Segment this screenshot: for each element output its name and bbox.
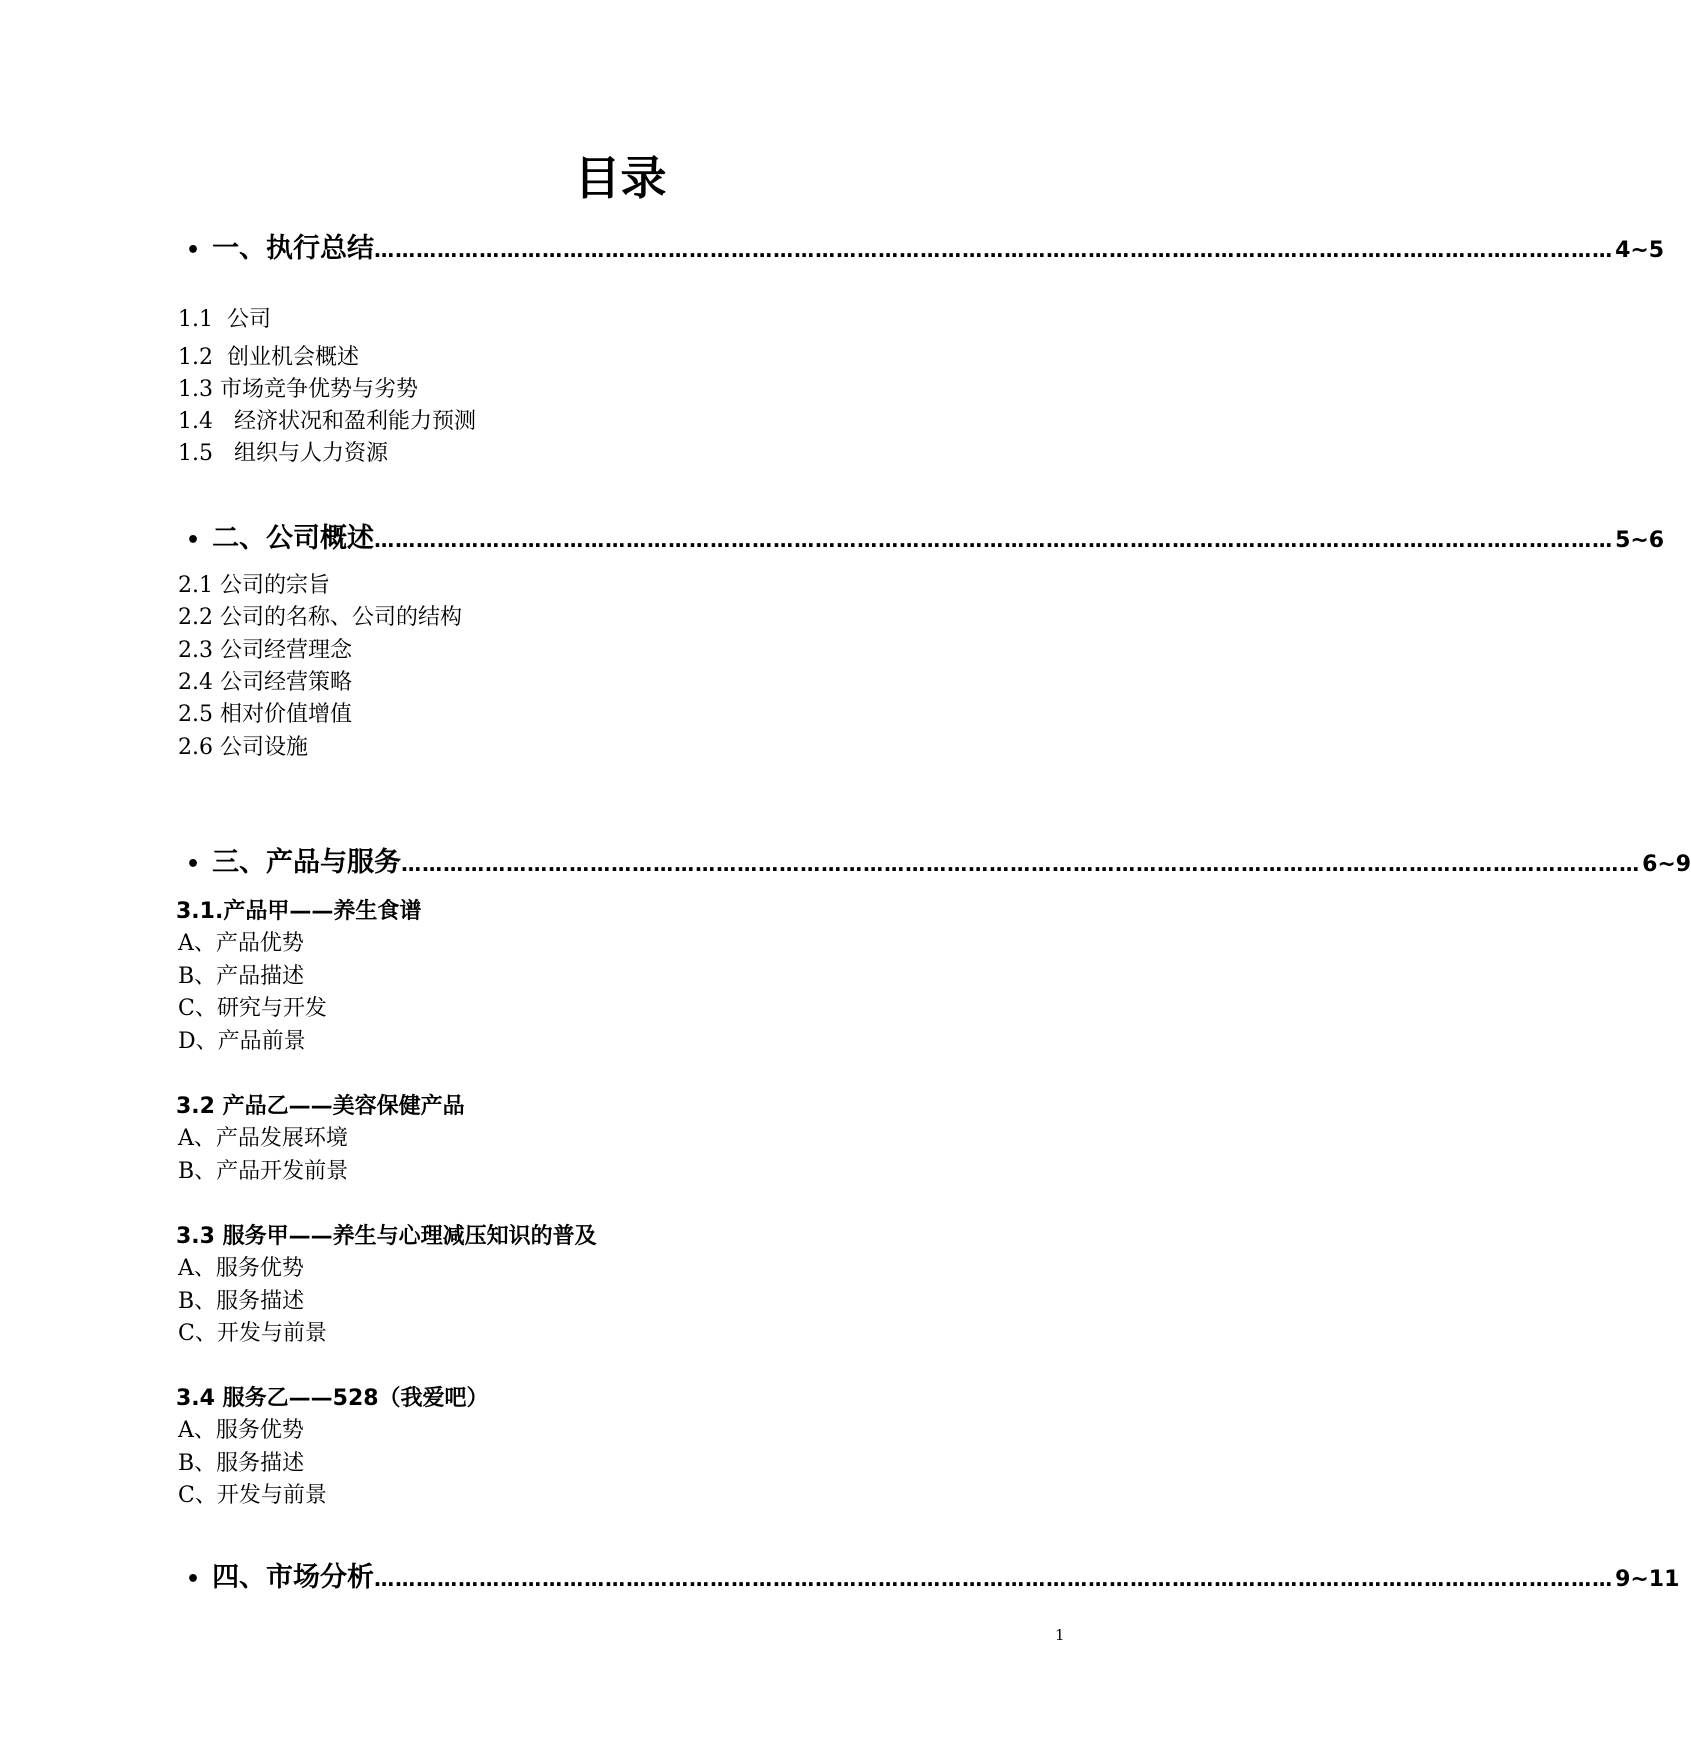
toc-item[interactable]: C、开发与前景 — [178, 1483, 327, 1508]
toc-subsection-heading[interactable]: 3.1.产品甲——养生食谱 — [176, 899, 422, 924]
toc-item[interactable]: 2.1 公司的宗旨 — [178, 573, 330, 598]
dot-leader: …………………………………………………………………………………………………………………………………………………………… — [374, 528, 1614, 552]
toc-section-2[interactable] — [186, 522, 1665, 558]
toc-section-3-heading: 三、产品与服务 — [212, 847, 402, 878]
toc-section-4-pages: 9~11 — [1615, 1567, 1680, 1592]
toc-subsection-heading[interactable]: 3.4 服务乙——528（我爱吧） — [176, 1386, 489, 1411]
toc-item[interactable]: 1.5 组织与人力资源 — [178, 441, 388, 466]
toc-item[interactable]: 2.6 公司设施 — [178, 735, 308, 760]
toc-item[interactable]: 1.1 公司 — [178, 307, 271, 332]
toc-subsection-heading[interactable]: 3.3 服务甲——养生与心理减压知识的普及 — [176, 1224, 597, 1249]
toc-item[interactable]: D、产品前景 — [178, 1029, 306, 1054]
dot-leader: …………………………………………………………………………………………………………………………………………………………… — [401, 852, 1641, 876]
toc-item[interactable]: 1.2 创业机会概述 — [178, 345, 359, 370]
toc-item[interactable]: B、服务描述 — [178, 1289, 305, 1314]
toc-item[interactable]: A、产品优势 — [178, 931, 304, 956]
toc-section-2-heading: 二、公司概述 — [212, 523, 375, 554]
toc-section-4-heading: 四、市场分析 — [212, 1562, 375, 1593]
toc-item[interactable]: 1.4 经济状况和盈利能力预测 — [178, 409, 476, 434]
toc-item[interactable]: B、产品描述 — [178, 964, 305, 989]
toc-section-2-pages: 5~6 — [1615, 528, 1665, 553]
bullet-icon: • — [186, 238, 201, 263]
toc-section-4[interactable] — [186, 1561, 1680, 1597]
toc-item[interactable]: B、服务描述 — [178, 1451, 305, 1476]
toc-section-1-heading: 一、执行总结 — [212, 233, 375, 264]
bullet-icon: • — [186, 528, 201, 553]
toc-item[interactable]: 2.2 公司的名称、公司的结构 — [178, 605, 462, 630]
toc-subsection-heading[interactable]: 3.2 产品乙——美容保健产品 — [176, 1094, 465, 1119]
toc-item[interactable]: C、开发与前景 — [178, 1321, 327, 1346]
page-title: 目录 — [574, 151, 667, 205]
page-number: 1 — [1055, 1626, 1065, 1644]
toc-item[interactable]: 2.3 公司经营理念 — [178, 638, 352, 663]
toc-item[interactable]: 1.3 市场竞争优势与劣势 — [178, 377, 418, 402]
toc-section-3[interactable] — [186, 846, 1691, 882]
toc-item[interactable]: A、服务优势 — [178, 1418, 304, 1443]
bullet-icon: • — [186, 852, 201, 877]
toc-section-1[interactable] — [186, 232, 1665, 268]
toc-item[interactable]: 2.5 相对价值增值 — [178, 702, 352, 727]
toc-item[interactable]: 2.4 公司经营策略 — [178, 670, 352, 695]
bullet-icon: • — [186, 1567, 201, 1592]
dot-leader: …………………………………………………………………………………………………………………………………………………………… — [374, 238, 1614, 262]
toc-item[interactable]: B、产品开发前景 — [178, 1159, 349, 1184]
toc-section-3-pages: 6~9 — [1642, 852, 1691, 877]
toc-section-1-pages: 4~5 — [1615, 238, 1665, 263]
toc-item[interactable]: A、服务优势 — [178, 1256, 304, 1281]
toc-item[interactable]: C、研究与开发 — [178, 996, 327, 1021]
dot-leader: …………………………………………………………………………………………………………………………………………………………… — [374, 1567, 1614, 1591]
toc-item[interactable]: A、产品发展环境 — [178, 1126, 348, 1151]
